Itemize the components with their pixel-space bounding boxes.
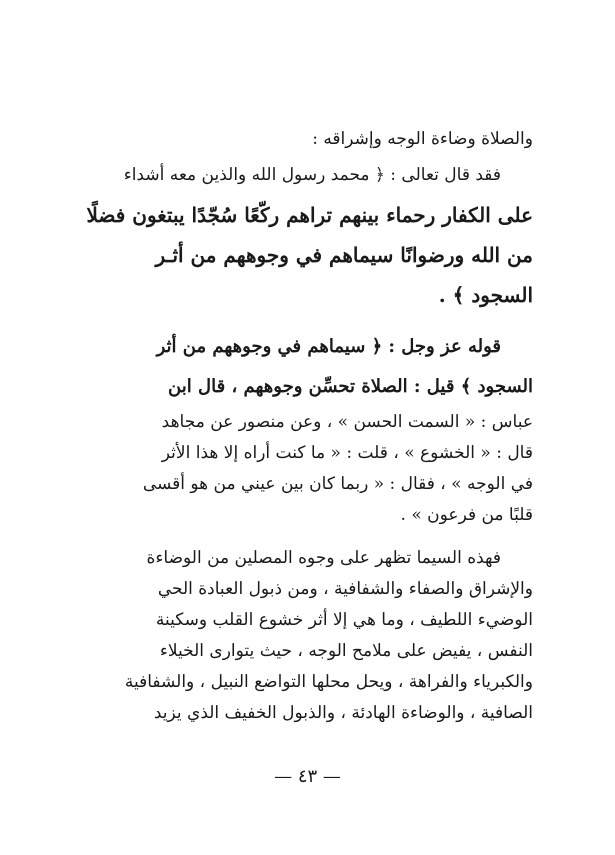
paragraph3-line-5: والكبرياء والفراهة ، ويحل محلها التواضع النبيل ، والشفافية	[124, 672, 533, 692]
page-number: — ٤٣ —	[274, 766, 341, 787]
paragraph2-line-5: في الوجه » ، فقال : « ربما كان بين عيني من هو أقسى	[142, 474, 533, 494]
paragraph3-line-6: الصافية ، والوضاءة الهادئة ، والذبول الخفيف الذي يزيد	[153, 703, 533, 723]
page-text	[78, 124, 533, 729]
paragraph3-line-4: النفس ، يفيض على ملامح الوجه ، حيث يتوارى الخيلاء	[159, 641, 533, 661]
paragraph2-line-3: عباس : « السمت الحسن » ، وعن منصور عن مجاهد	[161, 412, 533, 432]
verse-intro-line: فقد قال تعالى : ﴿ محمد رسول الله والذين معه أشداء	[123, 165, 501, 185]
paragraph2-line-4: قال : « الخشوع » ، قلت : « ما كنت أراه إلا هذا الأثر	[161, 443, 533, 463]
verse-line-2: من الله ورضوانًا سيماهم في وجوههم من أثـر	[155, 243, 533, 267]
paragraph3-line-3: الوضيء اللطيف ، وما هي إلا أثر خشوع القلب وسكينة	[155, 610, 533, 630]
paragraph2-line-6: قلبًا من فرعون » .	[400, 505, 533, 525]
text-line-1: والصلاة وضاءة الوجه وإشراقه :	[312, 129, 533, 149]
paragraph2-line-1: قوله عز وجل : ﴿ سيماهم في وجوههم من أثر	[156, 336, 501, 357]
verse-line-3: السجود ﴾ .	[438, 283, 533, 307]
verse-line-1: على الكفار رحماء بينهم تراهم ركّعًا سُجّدًا يبتغون فضلًا	[86, 203, 533, 227]
paragraph2-line-2: السجود ﴾ قيل : الصلاة تحسِّن وجوههم ، قال ابن	[168, 376, 533, 397]
paragraph3-line-1: فهذه السيما تظهر على وجوه المصلين من الوضاءة	[146, 548, 501, 568]
paragraph3-line-2: والإشراق والصفاء والشفافية ، ومن ذبول العبادة الحي	[157, 579, 533, 599]
